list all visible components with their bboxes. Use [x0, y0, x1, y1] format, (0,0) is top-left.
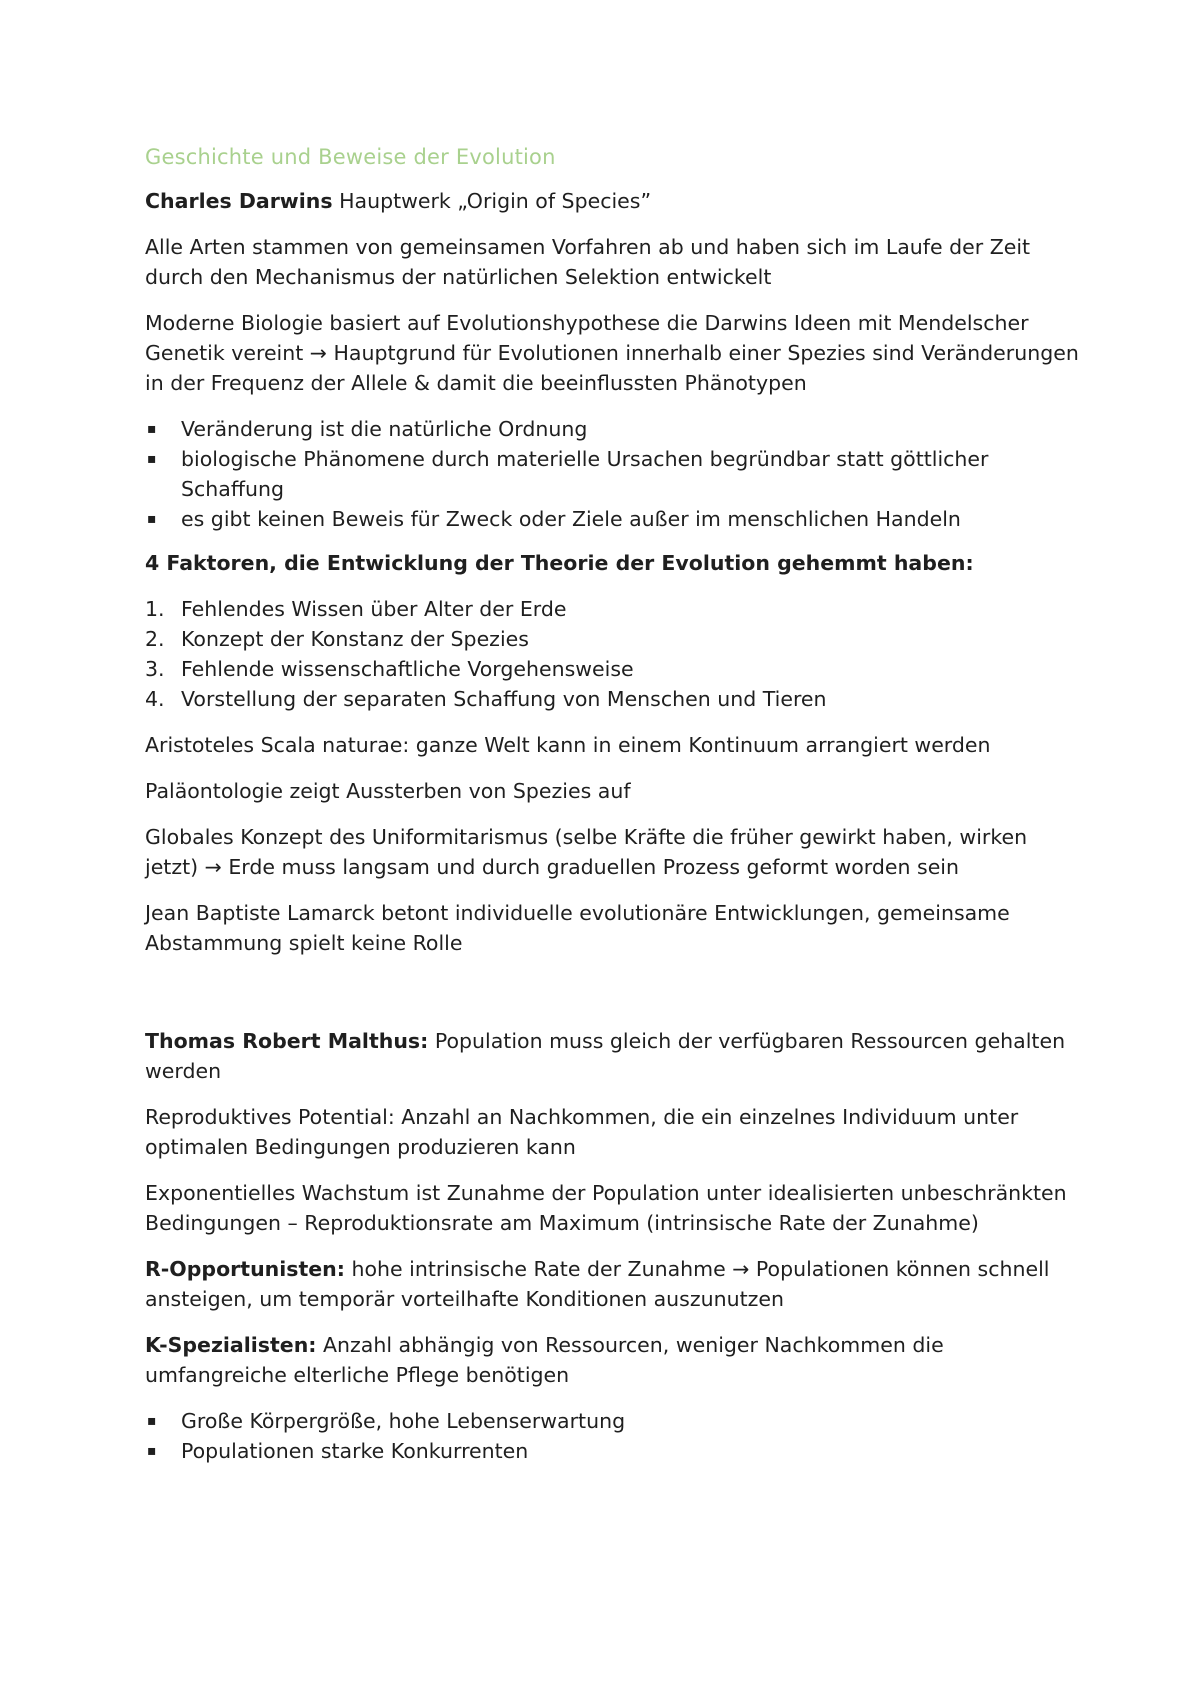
darwin-rest: Hauptwerk „Origin of Species” — [332, 189, 652, 213]
darwin-paragraph — [145, 186, 1085, 216]
list-number: 2. — [145, 627, 165, 651]
spacer — [145, 974, 1085, 1026]
malthus-rest: Population muss gleich der verfügbaren Ressourcen gehalten werden — [145, 1029, 1066, 1083]
list-item-text: Fehlendes Wissen über Alter der Erde — [181, 597, 567, 621]
section-heading: Geschichte und Beweise der Evolution — [145, 145, 556, 169]
list-item: ▪ biologische Phänomene durch materielle Ursachen begründbar statt göttlicher Schaffung — [145, 444, 1085, 504]
list-item: ▪ Populationen starke Konkurrenten — [145, 1436, 1085, 1466]
document-body — [145, 142, 1085, 1480]
list-item: ▪ Große Körpergröße, hohe Lebenserwartung — [145, 1406, 1085, 1436]
r-opportunists-label: R-Opportunisten: — [145, 1257, 345, 1281]
k-specialists-label: K-Spezialisten: — [145, 1333, 317, 1357]
paragraph-reproductive-potential: Reproduktives Potential: Anzahl an Nachkommen, die ein einzelnes Individuum unter optimalen Bedingungen produzieren kann — [145, 1105, 1019, 1159]
list-item — [145, 654, 1085, 684]
list-item — [145, 594, 1085, 624]
list-number: 3. — [145, 657, 165, 681]
bullet-list-principles — [145, 414, 1085, 534]
malthus-paragraph — [145, 1026, 1085, 1086]
r-opportunists-paragraph — [145, 1254, 1085, 1314]
paragraph-palaeontology: Paläontologie zeigt Aussterben von Spezies auf — [145, 779, 631, 803]
paragraph-scala-naturae: Aristoteles Scala naturae: ganze Welt kann in einem Kontinuum arrangiert werden — [145, 733, 991, 757]
k-specialists-paragraph — [145, 1330, 1085, 1390]
factors-heading: 4 Faktoren, die Entwicklung der Theorie der Evolution gehemmt haben: — [145, 551, 974, 575]
list-item-text: Vorstellung der separaten Schaffung von Menschen und Tieren — [181, 687, 827, 711]
paragraph-modern-biology: Moderne Biologie basiert auf Evolutionshypothese die Darwins Ideen mit Mendelscher Genetik vereint → Hauptgrund für Evolutionen innerhalb einer Spezies sind Veränderungen in der Frequenz der Allele & damit die beeinflussten Phänotypen — [145, 311, 1079, 395]
list-item — [145, 624, 1085, 654]
list-item: ▪ es gibt keinen Beweis für Zweck oder Ziele außer im menschlichen Handeln — [145, 504, 1085, 534]
bullet-list-k-traits — [145, 1406, 1085, 1466]
darwin-name: Charles Darwins — [145, 189, 333, 213]
list-number: 1. — [145, 597, 165, 621]
k-specialists-rest: Anzahl abhängig von Ressourcen, weniger Nachkommen die umfangreiche elterliche Pflege benötigen — [145, 1333, 944, 1387]
paragraph-uniformitarianism: Globales Konzept des Uniformitarismus (selbe Kräfte die früher gewirkt haben, wirken jetzt) → Erde muss langsam und durch graduellen Prozess geformt worden sein — [145, 825, 1028, 879]
paragraph-lamarck: Jean Baptiste Lamarck betont individuelle evolutionäre Entwicklungen, gemeinsame Abstammung spielt keine Rolle — [145, 901, 1010, 955]
list-item-text: Konzept der Konstanz der Spezies — [181, 627, 529, 651]
malthus-label: Thomas Robert Malthus: — [145, 1029, 429, 1053]
paragraph-exponential-growth: Exponentielles Wachstum ist Zunahme der Population unter idealisierten unbeschränkten Bedingungen – Reproduktionsrate am Maximum (intrinsische Rate der Zunahme) — [145, 1181, 1067, 1235]
list-item-text: Fehlende wissenschaftliche Vorgehensweise — [181, 657, 634, 681]
r-opportunists-rest: hohe intrinsische Rate der Zunahme → Populationen können schnell ansteigen, um temporär vorteilhafte Konditionen auszunutzen — [145, 1257, 1050, 1311]
paragraph-common-ancestry: Alle Arten stammen von gemeinsamen Vorfahren ab und haben sich im Laufe der Zeit durch den Mechanismus der natürlichen Selektion entwickelt — [145, 235, 1031, 289]
numbered-list-factors — [145, 594, 1085, 714]
list-item: ▪ Veränderung ist die natürliche Ordnung — [145, 414, 1085, 444]
list-item — [145, 684, 1085, 714]
list-number: 4. — [145, 687, 165, 711]
